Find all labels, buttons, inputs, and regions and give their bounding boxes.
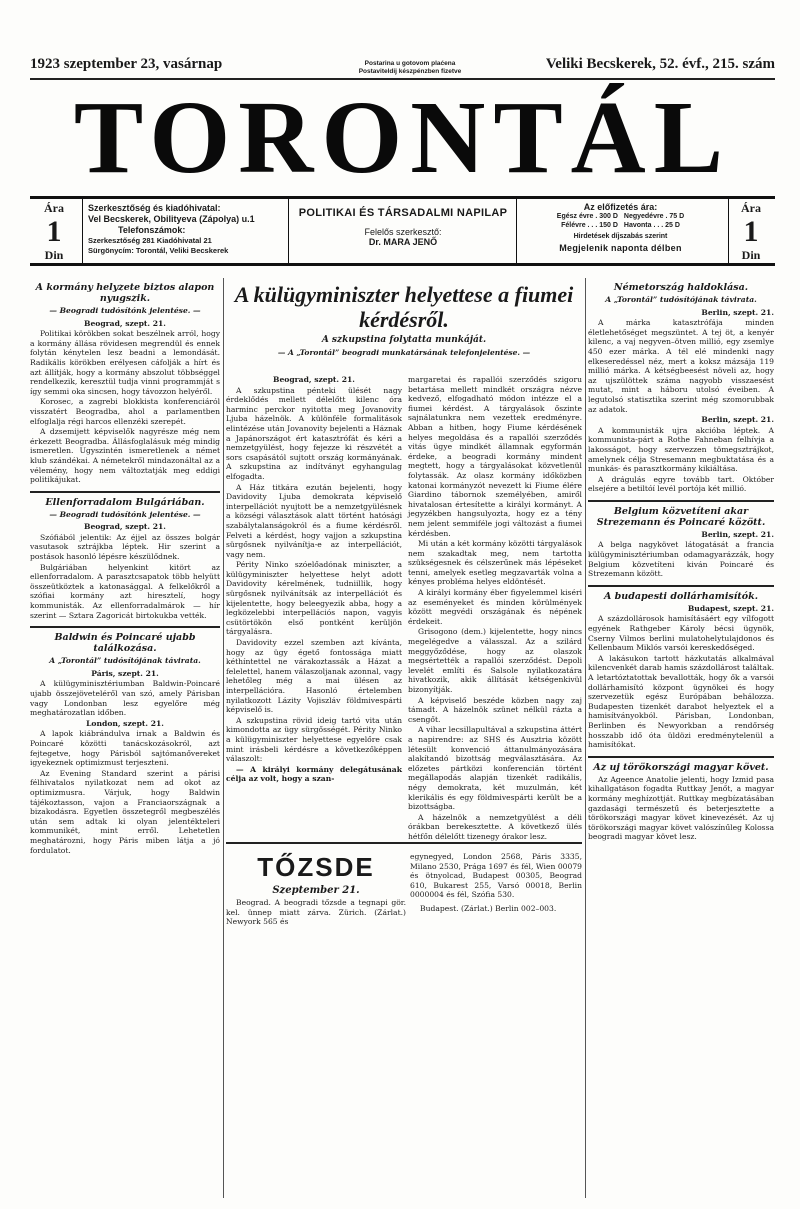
paragraph: — A királyi kormány delegátusának célja az volt, hogy a szan- [226,764,402,784]
paper-type: POLITIKAI ÉS TÁRSADALMI NAPILAP [298,207,508,219]
telegram-address: Sürgönycím: Torontál, Veliki Becskerek [88,246,229,255]
article-headline: A budapesti dollárhamisítók. [603,590,759,602]
column-right [588,278,774,1178]
postage-note [335,60,485,76]
paragraph: Davidovity ezzel szemben azt kívánta, hogy az ügy égető fontossága miatt kéthíntettel ne várakoztassák a Házat a felelettel, hanem válaszoljanak azonnal, vagy lehetőleg még a mai ülésen az interpellációra. Hasonló értelemben nyilatkozott Lázity Vojiszláv földmivespárti képviselő is. [226,638,402,715]
paragraph: A kommunisták ujra akcióba léptek. A kommunista-párt a Rothe Fahneban felhívja a lakosságot, hogy szervezzen tömegsztrájkot, amelynek célja Stresemann megbuktatása és a munkás- és parasztkormány kikiáltása. [588,425,774,474]
article-headline: Baldwin és Poincaré ujabb találkozása. [54,632,196,655]
dateline: Berlin, szept. 21. [701,415,774,425]
price-label: Ára [44,201,64,215]
article-byline: A „Torontál” tudósítójának távirata. [49,656,201,666]
article-divider [588,500,774,502]
dateline: Beograd, szept. 21. [84,522,166,532]
masthead-title: TORONTÁL [73,80,732,195]
paragraph: A drágulás egyre tovább tart. Október elsejére a betiltóí levél portója két millió. [588,474,774,494]
article-headline: Ellenforradalom Bulgáriában. [45,496,205,508]
paragraph: A vihar lecsillapultával a szkupstina áttért a napirendre: az SHS és Ausztria között létesült konvenció áttanulmányozására alakítandó bizottság megválasztására. Az előzetes pártközi konferencián történt megállapodás alapján tizenkét radikális, négy demokrata, két muzulmán, két klerikális és egy földmivespárti került be a bizottságba. [408,725,582,812]
paragraph: Korosec, a zagrebi blokkista konferenciáról visszatért Beogradba, ahol a parlamentben elfoglalja régi harcos ellenzéki szerepét. [30,397,220,426]
price-unit: Din [44,248,64,262]
article-headline: Belgium közvetíteni akar Strezemann és Poincaré között. [596,505,766,528]
paragraph: Bulgáriában helyenkint kitört az ellenforradalom. A parasztcsapatok több helyütt összeütköztek a katonasággal. A felkelőkről a szófiai kormány azt hiresztelí, hogy kommunisták. Az ellenforradalmárok — hír szerint — Sztara Zagoricát birtokukba vették. [30,562,220,620]
editorial-title: Szerkesztőség és kiadóhivatal: [88,203,221,213]
paragraph: Mi után a két kormány közötti tárgyalások nem szakadtak meg, nem tartotta szükségesnek és célszerűnek más lépéseket tenni, amelyek esetleg megzavarták volna a kényes probléma helyes eldöntését. [408,539,582,587]
paragraph: A Ház titkára ezután bejelenti, hogy Davidovity Ljuba demokrata képviselő interpellációt nyujtott be a nemzetgyülésnek a községi választások alatt történt hatósági szabálytalanságokról és a fiume kérdésről. Felveti a kérdést, hogy vajjon a szkupstina sürgősnek nyilvánítja-e az interpellációt, vagy nem. [226,482,402,559]
paragraph: A képviselő beszéde közben nagy zaj támadt. A házelnök szünet nélkül rázta a csengőt. [408,695,582,724]
stock-exchange-date: Szeptember 21. [272,885,360,896]
info-bar [30,196,775,266]
subscription-row [518,212,723,221]
paragraph: A belga nagykövet látogatását a francia külügyminisztériumban odamagyarázzák, hogy Belgium közvetíteni kiván Poincaré és Strezemann között. [588,540,774,579]
dateline: Beograd, szept. 21. [273,375,355,384]
paragraph: A márka katasztrófája minden életlehetőséget megszüntet. A tej öt, a kenyér kilenc, a vaj negyven–ötven millió, egy zsemlye 450 ezer márka. A tél elé mindenki nagy elkeseredéssel néz, mert a koksz mázsája 119 millió márka. A kétségbeesést növeli az, hogy az ujszülöttek száma nagyobb visszaesést mutat, mint a háboru utolsó éveiben. A legutolsó statisztika szerint még szomorubbak az adatok. [588,318,774,414]
article-divider [30,491,220,493]
paragraph: A lapok kiábrándulva irnak a Baldwin és Poincaré közötti tanácskozásokról, azt fejtegetve, hogy Párisból sajtómanővereket igyekeznek optimizmust terjeszteni. [30,729,220,768]
editorial-address: Vel Becskerek, Obilityeva (Zápolya) u.1 [88,214,255,224]
article-byline: — Beogradi tudósítónk jelentése. — [49,509,201,519]
paragraph: A szkupstina rövid ideig tartó vita után kimondotta az ügy sürgősségét. Périty Ninko a külügyminiszter helyettese egyelőre csak mint irásbeli kérdésre a következőképpen válaszolt: [226,715,402,764]
phone-numbers: Szerkesztőség 281 Kiadóhivatal 21 [88,236,212,245]
paragraph: A lakásukon tartott házkutatás alkalmával kilencvenkét darab hamis százdollárost találtak. A letartóztatottak bevallották, hogy ők a varsói dollárhamisító központ ügynökei és hogy szervezetük egész Európában behálozza. Budapesten tizenkét darabot helyeztek el a hamisítványokból. Párisban, Londonban, Berlinben és Newyorkban a rendőrség hosszabb idő óta üldözi eredménytelenül a hamisítókat. [588,653,774,750]
main-headline: A külügyminiszter helyettese a fiumei kérdésről. [234,282,574,332]
article-byline: — Beogradi tudósítónk jelentése. — [49,306,201,315]
paragraph: Az Ageence Anatolie jelenti, hogy Izmid pasa kihallgatáson fogadta Ruttkay Jenőt, a magyar kormány meghízottját. Ruttkay megbízatásában gazdasági természetű és beterjesztette a törökországi magyar követ kinevezését. Az uj törökországi magyar követ valószínűleg Kolossa beogradi magyar követ lesz. [588,774,774,842]
ads-note: Hirdetések díjszabás szerint [573,233,668,240]
main-subtitle: A szkupstina folytatta munkáját. [321,335,487,345]
main-byline: — A „Torontál” beogradi munkatársának telefonjelentése. — [277,348,531,357]
article-headline: Az uj törökországi magyar követ. [593,761,769,773]
article-divider [30,626,220,628]
price-unit: Din [741,248,761,262]
paragraph: Périty Ninko szóelőadónak miniszter, a külügyminiszter helyettese helyt adott Davidovity kérelmének, tudniillik, hogy sürgősnek nyilvánítsák az interpellációt és kijelentette, hogy beleegyezik abba, hogy a legközelebbi interpellációs napon, vagyis csütörtökön első pontként kerüljön tárgyalásra. [226,560,402,637]
paragraph: Beograd. A beogradi tőzsde a tegnapi gör. kel. ünnep miatt zárva. Zürich. (Zárlat.) Newyork 565 és [226,898,406,927]
column-divider [223,278,224,1198]
subscription-half: Félévre . . . 150 D [561,222,618,229]
divider [288,199,289,263]
editor-label: Felelős szerkesztő: [364,227,442,237]
article-divider [588,585,774,587]
subscription-year: Egész évre . 300 D [556,213,618,220]
postage-line-1: Postarina u gotovom plaćena [364,60,456,67]
price-box-right [729,201,773,263]
top-line [30,56,775,76]
column-left [30,278,220,1178]
column-center-left [226,375,402,835]
stock-exchange-section [226,852,406,927]
dateline: Beograd, szept. 21. [84,318,166,328]
subscription-quarter: Negyedévre . 75 D [623,213,685,220]
paragraph: egynegyed, London 2568, Páris 3335, Milano 2530, Prága 1697 és fél, Wien 00079 és ötnyolcad, Budapest 00305, Beograd 610, Bukarest 255, Varsó 00018, Berlin 0000004 és fél, Szófia 530. [410,852,582,900]
stock-exchange-logo: TŐZSDE [257,852,375,882]
subscription-title: Az előfizetés ára: [583,202,658,212]
article-headline: A kormány helyzete biztos alapon nyugszik. [35,282,215,304]
paragraph: Grisogono (dem.) kijelentette, hogy nincs megelégedve a válasszal. Az a szilárd meggyőződése, hogy az olaszok megsértették a rapallói szerződést. Depoli levelét említi és Salsole nyilatkozatára hivatkozik, akik állítását kétségenkivül bizonyítják. [408,627,582,694]
main-headline-block [226,282,582,357]
postage-line-2: Postaviteldij készpénzben fizetve [358,68,462,75]
price-box-left [32,201,76,263]
editor-name: Dr. MARA JENŐ [368,237,438,247]
issue-date: 1923 szeptember 23, vasárnap [30,56,223,72]
paragraph: margaretai és rapallói szerződés szigoru betartása mellett mindkét országra nézve kedvező, elfogadható módon intézze el a fiumei kérdést. A tárgyalások őszinte sajnálatunkra nem vezettek eredményre. Abban a hitben, hogy Fiume kérdésének helyes megoldása és a rapallói szerződés vitás ügye mindkét államnak egyformán érdeke, a beogradi kormány mindent megtett, hogy a tárgyalásokat közvetlenül folytassák. Az olasz kormány időközben katonai kormányzót nevezett ki Fiume élére Giardino tábornok személyében, amiről hivatalosan értesítette a királyi kormányt. A jegyzékben hangsulyozta, hogy ez a tény nem jelent semmiféle jogi változást a fiumei kérdésben. [408,375,582,538]
dateline: Berlin, szept. 21. [701,529,774,539]
article-headline: Németország haldoklása. [613,282,749,293]
paragraph: A százdollárosok hamisításáért egy vílfogott egyének Rathgeber Károly bécsi ügynök, Cserny Vilmos berlini mulatohelytulajdonos és Kellenbaum Miklós varsói kereskedőséged. [588,614,774,653]
appears-note: Megjelenik naponta délben [559,243,682,253]
paragraph: A házelnök a nemzetgyülést a déli órákban berekesztette. A következő ülés hétfőn délelőtt tizenegy órakor lesz. [408,812,582,841]
paper-info [292,207,514,247]
stock-exchange-continued [410,852,582,914]
paragraph: A királyi kormány éber figyelemmel kiséri az eseményeket és minden körülmények között megvédi országának és népének érdekeit. [408,588,582,626]
price-label: Ára [741,201,761,215]
paragraph: Szófiából jelentik: Az éjjel az összes bolgár vasutasok sztrájkba léptek. Hir szerint a postások hasonló lépésre készülődnek. [30,532,220,562]
divider [82,199,83,263]
column-divider [585,278,586,1198]
paragraph: Politikai körökben sokat beszélnek arról, hogy a kormány állása rövidesen megrendül és ennek folytán kénytelen lesz beadni a lemondását. Radikális körökben erélyesen cáfolják a hírt és azt állítják, hogy a kormány abszolut többséggel rendelkezik, keresztül tudja vinni programmját s így semmi oka sincsen, hogy távozzon helyéről. [30,329,220,396]
paragraph: A dzsemijett képviselők nagyrésze még nem érkezett Beogradba. Állásfoglalásuk még mindig ismeretlen. Ugyszintén ismeretlenek a német klub szándékai. A németekről mindazonáltal az a vélemény, hogy nem változtatják meg eddigi politikájukat. [30,427,220,485]
column-center-right [408,375,582,841]
paragraph: A külügyminisztériumban Baldwin-Poincaré ujabb összejöveteléről van szó, amely Párisban vagy Londonban lesz egyelőre még meghatározatlan időben. [30,679,220,718]
issue-number: Veliki Becskerek, 52. évf., 215. szám [545,56,775,72]
article-divider [588,756,774,758]
editorial-info [88,203,288,256]
subscription-row [518,221,723,230]
subscription-month: Havonta . . . 25 D [623,222,680,229]
dateline: Budapest, szept. 21. [687,603,774,613]
dateline: Berlin, szept. 21. [701,307,774,317]
dateline: London, szept. 21. [86,718,164,728]
price-value: 1 [46,215,62,248]
dateline: Páris, szept. 21. [91,668,159,678]
section-divider [226,842,582,844]
price-value: 1 [743,215,759,248]
paragraph: Az Evening Standard szerint a párisi félhivatalos nyilatkozat nem ad okot az optimizmusra. Várjuk, hogy Baldwin tájékoztasson, vajon a Franciaországnak a bizakodásra. Egyetlen összetegről megbeszélés után sem adtak ki olyan jelentékteleri kommunikét, mint erről. Lehetetlen meghatározni, hogy Páris miben látja a jó fordulatot. [30,768,220,855]
article-byline: A „Torontál” tudósítójának távirata. [605,295,757,304]
phones-title: Telefonszámok: [118,225,186,235]
divider [516,199,517,263]
subscription-info [518,203,723,253]
paragraph: A szkupstina pénteki ülését nagy érdeklődés mellett délelőtt kilenc óra harminc perckor nyitotta meg Jovanovity Ljuba házelnök. A különféle formalitások elintézése után Jovanovity bejelenti a Háznak a Japánországot ért katasztrófát és kéri a nemzetgyülést, hogy fejezze ki részvétét a sors csapásától sujtott ország kormányának. A szkupstina az indítványt egyhangulag elfogadta. [226,385,402,481]
paragraph: Budapest. (Zárlat.) Berlin 002–003. [420,903,557,913]
